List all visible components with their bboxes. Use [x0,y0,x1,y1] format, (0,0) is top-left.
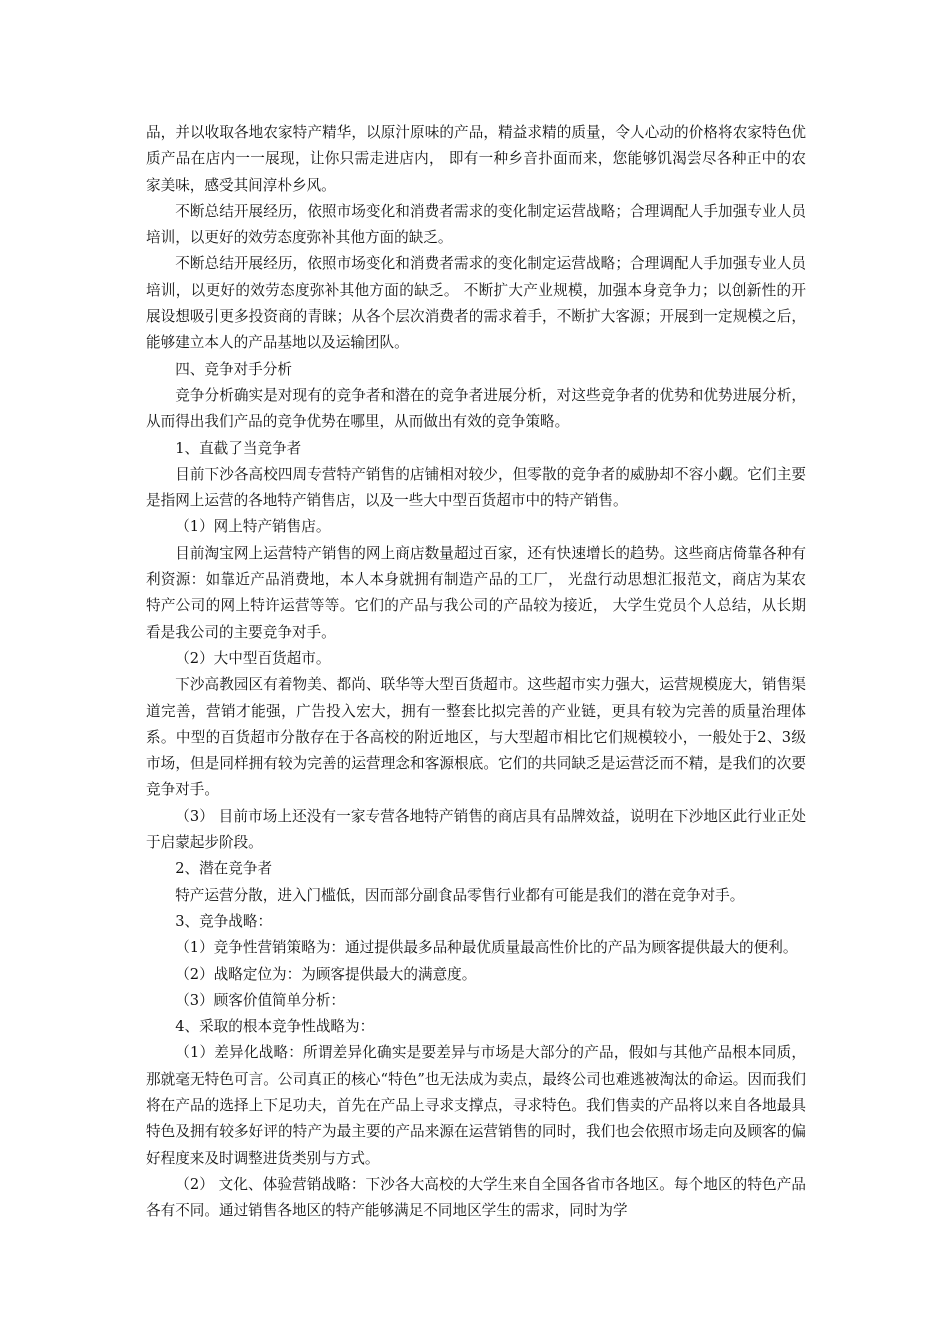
paragraph: （3） 目前市场上还没有一家专营各地特产销售的商店具有品牌效益，说明在下沙地区此行业正处于启蒙起步阶段。 [146,807,806,852]
list-item: （2）战略定位为：为顾客提供最大的满意度。 [175,965,477,983]
paragraph: 目前淘宝网上运营特产销售的网上商店数量超过百家，还有快速增长的趋势。这些商店倚靠各种有利资源：如靠近产品消费地，本人本身就拥有制造产品的工厂， 光盘行动思想汇报范文，商店为某农特产公司的网上特许运营等等。它们的产品与我公司的产品较为接近， 大学生党员个人总结，从长期看是我公司的主要竞争对手。 [146,544,806,641]
section-heading: 四、竞争对手分析 [175,360,292,378]
list-item: （1）差异化战略：所谓差异化确实是要差异与市场是大部分的产品，假如与其他产品根本同质，那就毫无特色可言。公司真正的核心“特色”也无法成为卖点，最终公司也难逃被淘汰的命运。因而我们将在产品的选择上下足功夫，首先在产品上寻求支撑点，寻求特色。我们售卖的产品将以来自各地最具特色及拥有较多好评的特产为最主要的产品来源在运营销售的同时，我们也会依照市场走向及顾客的偏好程度来及时调整进货类别与方式。 [146,1044,806,1167]
subsection-heading: 1、直截了当竞争者 [175,439,302,457]
document-body [146,120,806,1224]
subsection-heading: 4、采取的根本竞争性战略为： [175,1018,375,1036]
subsection-heading: 3、竞争战略： [175,912,273,930]
paragraph: 竞争分析确实是对现有的竞争者和潜在的竞争者进展分析，对这些竞争者的优势和优势进展分析，从而得出我们产品的竞争优势在哪里，从而做出有效的竞争策略。 [146,386,806,431]
list-item: （1）竞争性营销策略为：通过提供最多品种最优质量最高性价比的产品为顾客提供最大的便利。 [175,939,798,957]
paragraph: 特产运营分散，进入门槛低，因而部分副食品零售行业都有可能是我们的潜在竞争对手。 [175,886,745,904]
paragraph: 品，并以收取各地农家特产精华，以原汁原味的产品，精益求精的质量，令人心动的价格将农家特色优质产品在店内一一展现，让你只需走进店内， 即有一种乡音扑面而来，您能够饥渴尝尽各种正中的农家美味，感受其间淳朴乡风。 [146,124,806,194]
paragraph: 目前下沙各高校四周专营特产销售的店铺相对较少，但零散的竞争者的威胁却不容小觑。它们主要是指网上运营的各地特产销售店，以及一些大中型百货超市中的特产销售。 [146,465,806,510]
subsection-heading: 2、潜在竞争者 [175,860,273,878]
paragraph: 下沙高教园区有着物美、都尚、联华等大型百货超市。这些超市实力强大，运营规模庞大，销售渠道完善，营销才能强，广告投入宏大，拥有一整套比拟完善的产业链，更具有较为完善的质量治理体系。中型的百货超市分散存在于各高校的附近地区，与大型超市相比它们规模较小，一般处于2、3级市场，但是同样拥有较为完善的运营理念和客源根底。它们的共同缺乏是运营泛而不精，是我们的次要竞争对手。 [146,676,806,799]
list-item: （2） 文化、体验营销战略：下沙各大高校的大学生来自全国各省市各地区。每个地区的特色产品各有不同。通过销售各地区的特产能够满足不同地区学生的需求，同时为学 [146,1175,806,1220]
paragraph: 不断总结开展经历，依照市场变化和消费者需求的变化制定运营战略；合理调配人手加强专业人员培训，以更好的效劳态度弥补其他方面的缺乏。 不断扩大产业规模，加强本身竞争力；以创新性的开展设想吸引更多投资商的青睐；从各个层次消费者的需求着手，不断扩大客源；开展到一定规模之后，能够建立本人的产品基地以及运输团队。 [146,255,806,352]
paragraph: 不断总结开展经历，依照市场变化和消费者需求的变化制定运营战略；合理调配人手加强专业人员培训，以更好的效劳态度弥补其他方面的缺乏。 [146,202,806,247]
list-item: （3）顾客价值简单分析： [175,991,346,1009]
list-item-heading: （2）大中型百货超市。 [175,649,331,667]
list-item-heading: （1）网上特产销售店。 [175,518,331,536]
